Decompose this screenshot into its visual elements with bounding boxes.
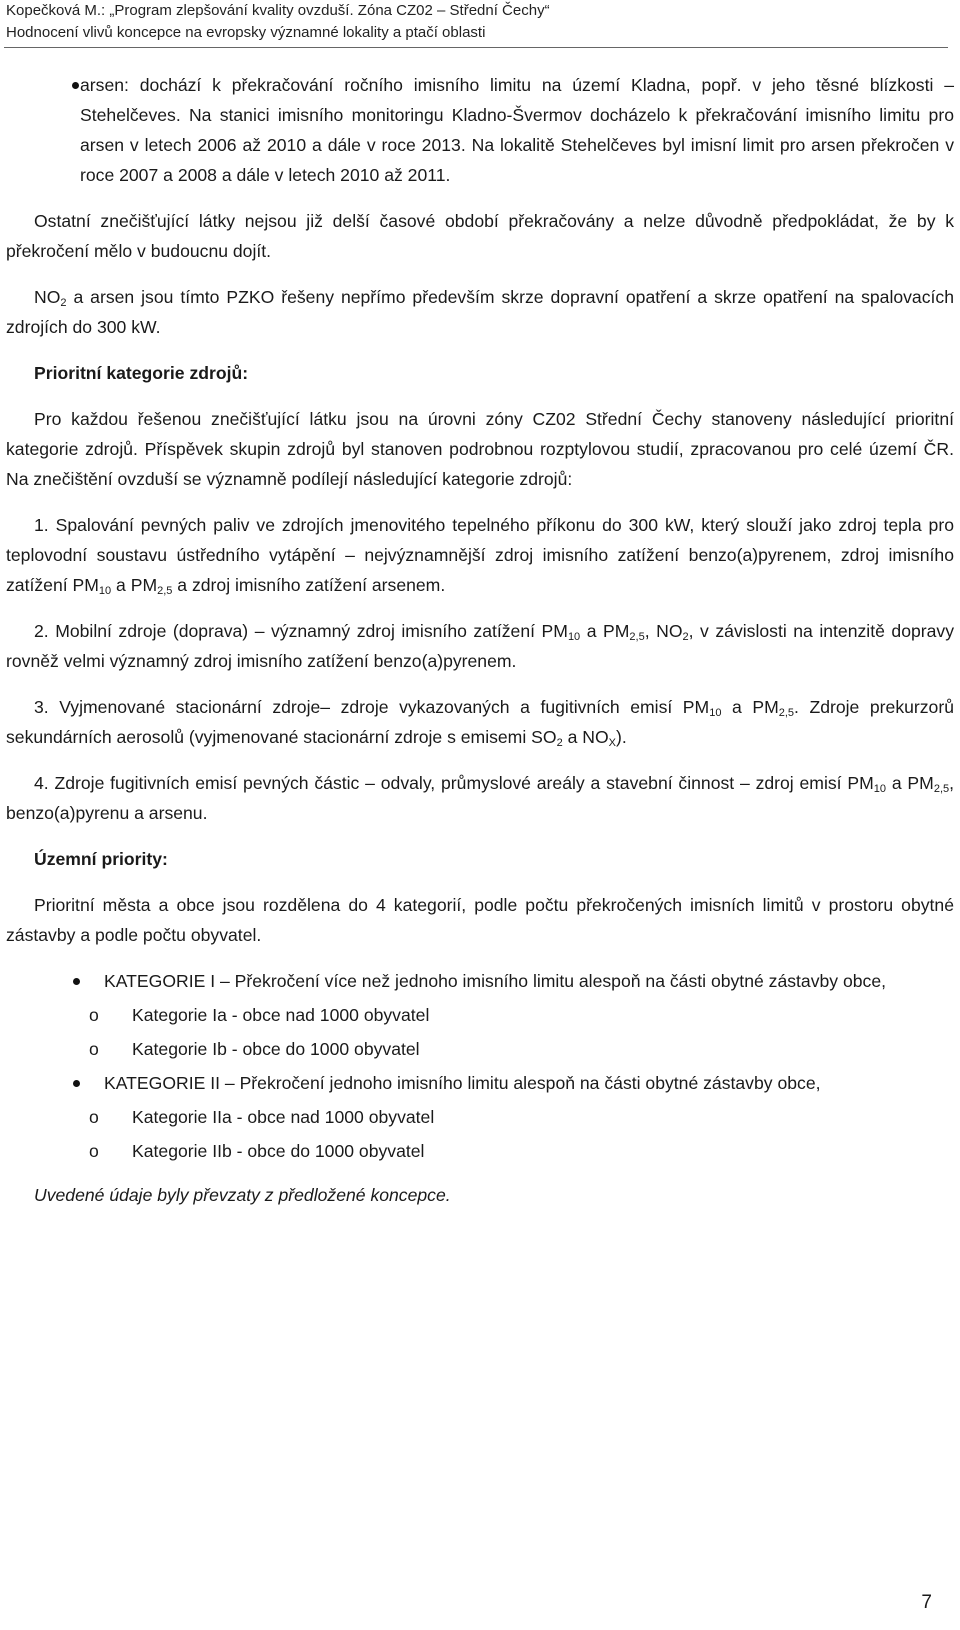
running-header	[6, 0, 946, 44]
circle-bullet-icon: o	[89, 1039, 99, 1059]
no2-rest-text: a arsen jsou tímto PZKO řešeny nepřímo především skrze dopravní opatření a skrze opatření na spalovacích zdrojích do 300 kW.	[6, 287, 954, 337]
category-item: KATEGORIE I – Překročení více než jednoho imisního limitu alespoň na části obytné zástavby obce,	[6, 966, 954, 996]
header-line-1: Kopečková M.: „Program zlepšování kvality ovzduší. Zóna CZ02 – Střední Čechy“	[6, 2, 550, 19]
bullet-icon	[72, 82, 79, 89]
paragraph-no2	[6, 282, 954, 342]
header-line-2: Hodnocení vlivů koncepce na evropsky významné lokality a ptačí oblasti	[6, 24, 486, 41]
bullet-icon	[73, 978, 80, 985]
category-list	[6, 966, 954, 1166]
list-item-4: 4. Zdroje fugitivních emisí pevných částic – odvaly, průmyslové areály a stavební činnost – zdroj emisí $PM_{10}$ a $PM_{2,5}$, benzo(a)pyrenu a arsenu.	[6, 773, 955, 823]
bullet-icon	[73, 1080, 80, 1087]
no2-text: NO	[34, 287, 61, 307]
circle-bullet-icon: o	[89, 1107, 99, 1127]
heading-priority-categories: Prioritní kategorie zdrojů:	[34, 363, 249, 383]
list-item-1: 1. Spalování pevných paliv ve zdrojích jmenovitého tepelného příkonu do 300 kW, který slouží jako zdroj tepla pro teplovodní soustavu ústředního vytápění – nejvýznamnější zdroj imisního zatížení benzo(a)pyrenem, zdroj imisního zatížení $PM_{10}$ a $PM_{2,5}$ a zdroj imisního zatížení arsenem.	[6, 515, 954, 597]
list-item-3: 3. Vyjmenované stacionární zdroje– zdroje vykazovaných a fugitivních emisí $PM_{10}$ a $PM_{2,5}$. Zdroje prekurzorů sekundárních aerosolů (vyjmenované stacionární zdroje s emisemi $SO_2$ a $NO_X$).	[6, 697, 954, 749]
document-body	[6, 70, 954, 1210]
circle-bullet-icon: o	[89, 1141, 99, 1161]
subcategory-item: o Kategorie IIa - obce nad 1000 obyvatel	[6, 1102, 954, 1132]
bullet-arsen-text: arsen: dochází k překračování ročního imisního limitu na území Kladna, popř. v jeho těsné blízkosti – Stehelčeves. Na stanici imisního monitoringu Kladno-Švermov docházelo k překračování imisního limitu pro arsen v letech 2006 až 2010 a dále v roce 2013. Na lokalitě Stehelčeves byl imisní limit pro arsen překročen v roce 2007 a 2008 a dále v letech 2010 až 2011.	[80, 75, 954, 185]
subcategory-item: o Kategorie Ib - obce do 1000 obyvatel	[6, 1034, 954, 1064]
list-item-2: 2. Mobilní zdroje (doprava) – významný zdroj imisního zatížení $PM_{10}$ a $PM_{2,5}$, $NO_2$, v závislosti na intenzitě dopravy rovněž velmi významný zdroj imisního zatížení benzo(a)pyrenem.	[6, 621, 954, 671]
bullet-arsen	[6, 70, 954, 190]
source-note: Uvedené údaje byly převzaty z předložené koncepce.	[34, 1185, 451, 1205]
subcategory-item: o Kategorie Ia - obce nad 1000 obyvatel	[6, 1000, 954, 1030]
paragraph-other-pollutants: Ostatní znečišťující látky nejsou již delší časové období překračovány a nelze důvodně předpokládat, že by k překročení mělo v budoucnu dojít.	[6, 211, 954, 261]
paragraph-priority-categories: Pro každou řešenou znečišťující látku jsou na úrovni zóny CZ02 Střední Čechy stanoveny následující prioritní kategorie zdrojů. Příspěvek skupin zdrojů byl stanoven podrobnou rozptylovou studií, zpracovanou pro celé území ČR. Na znečištění ovzduší se významně podílejí následující kategorie zdrojů:	[6, 409, 954, 489]
subcategory-item: o Kategorie IIb - obce do 1000 obyvatel	[6, 1136, 954, 1166]
category-item: KATEGORIE II – Překročení jednoho imisního limitu alespoň na části obytné zástavby obce,	[6, 1068, 954, 1098]
no2-subscript: 2	[60, 297, 67, 309]
page-number: 7	[921, 1592, 932, 1613]
paragraph-territorial-priorities: Prioritní města a obce jsou rozdělena do 4 kategorií, podle počtu překročených imisních limitů v prostoru obytné zástavby a podle počtu obyvatel.	[6, 895, 954, 945]
heading-territorial-priorities: Územní priority:	[34, 849, 168, 869]
circle-bullet-icon: o	[89, 1005, 99, 1025]
header-rule	[4, 47, 948, 48]
